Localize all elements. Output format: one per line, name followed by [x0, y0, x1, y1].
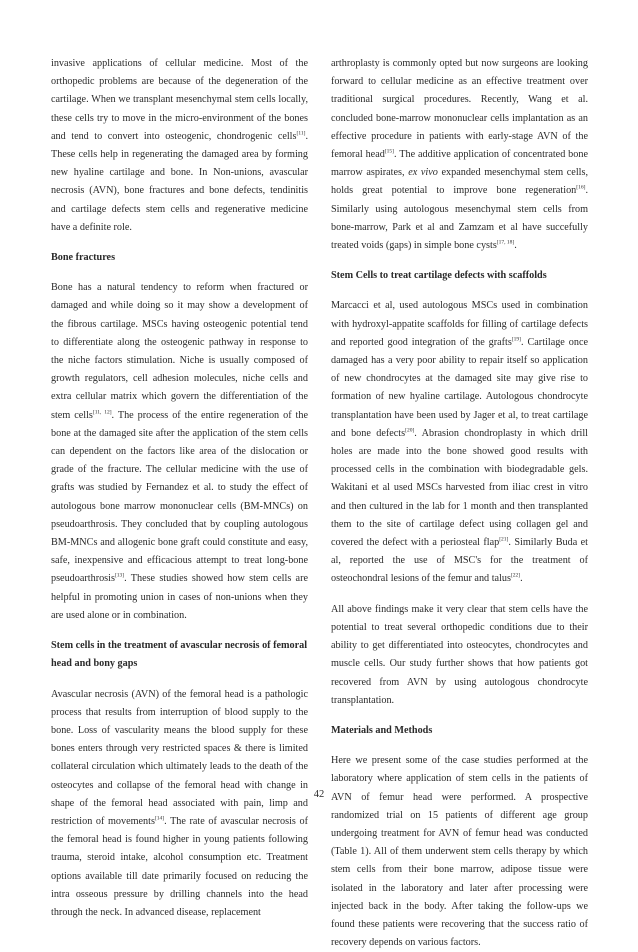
right-paragraph-arthroplasty: arthroplasty is commonly opted but now surgeons are looking forward to cellular medicine as an effective treatment over traditional surgical procedures. Recently, Wang et al. concluded bone-marrow mononuclear cells implantation as an effective procedure in patients with early-stage AVN of the femoral head[15]. The additive application of concentrated bone marrow aspirates, ex vivo expanded mesenchymal stem cells, holds great potential to improve bone regeneration[16]. Similarly using autologous mesenchymal stem cells from bone-marrow, Park et al and Zamzam et al have succefully treated voids (gaps) in simple bone cysts[17, 18].	[331, 58, 588, 252]
citation: [13]	[114, 573, 125, 580]
right-paragraph-methods: Here we present some of the case studies performed at the laboratory where application of stem cells in the patients of AVN of femur head were performed. A prospective randomized trial on 15 patients of different age group undergoing treatment for AVN of femur head was conducted (Table 1). All of them underwent stem cells therapy by which stem cells from their bone marrow, adipose tissue were isolated in the laboratory and later after processing were injected back in the body. After taking the follow-ups we found these patients were recovering that the success ratio of recovery depends on various factors.	[331, 755, 588, 949]
section-heading-materials-methods: Materials and Methods	[331, 724, 433, 736]
section-heading-bone-fractures: Bone fractures	[51, 252, 116, 264]
citation: [20]	[405, 427, 415, 434]
citation: [14]	[154, 815, 165, 822]
page-number: 42	[313, 789, 325, 800]
left-paragraph-avascular-necrosis: Avascular necrosis (AVN) of the femoral head is a pathologic process that results from interruption of blood supply to the bone. Loss of vascularity means the blood supply for these bones enters through very restricted spaces & there is limited collateral circulation which ultimately leads to the death of the osteocytes and collapse of the femoral head with change in shape of the femoral head associated with pain, limp and restriction of movements[14]. The rate of avascular necrosis of the femoral head is found higher in young patients following trauma, steroid intake, alcohol consumption etc. Treatment options available till date primarily focused on reducing the intra osseous pressure by drilling channels into the head through the neck. In advanced disease, replacement	[51, 688, 308, 918]
left-paragraph-bone-fractures: Bone has a natural tendency to reform when fractured or damaged and while doing so it may show a development of the fibrous cartilage. MSCs having osteogenic potential tend to differentiate along the osteogenic pathway in response to the niche factors stimulation. Niche is usually composed of growth regulators, cell adhesion molecules, niche cells and extra cellular matrix which govern the differentiation of the stem cells[11, 12]. The process of the entire regeneration of the bone at the damaged site after the application of the stem cells can dependent on the factors like area of the dislocation or grade of the fracture. The cellular medicine with the use of grafts was studied by Fernandez et al. to study the effect of autologous bone marrow mononuclear cells (BM-MNCs) on pseudoarthrosis. They concluded that by coupling autologous BM-MNCs and allogenic bone graft could constitute and easy, safe, inexpensive and efficacious attempt to treat long-bone pseudoarthrosis[13]. These studies showed how stem cells are helpful in promoting union in cases of non-unions when they are used alone or in combination.	[51, 282, 308, 621]
citation: [11]	[296, 130, 306, 137]
left-paragraph-intro: invasive applications of cellular medicine. Most of the orthopedic problems are because of the degeneration of the cartilage. When we transplant mesenchymal stem cells locally, these cells try to move in the micro-environment of the bones and tend to convert into osteogenic, chondrogenic cells[11]. These cells help in regenerating the damaged area by forming new hyaline cartilage and bone. In Non-unions, avascular necrosis (AVN), bone fractures and bone defects, tendinitis and cartilage defects stem cells and regenerative medicine have a definite role.	[51, 58, 308, 233]
right-column	[331, 55, 588, 952]
section-heading-cartilage-scaffolds: Stem Cells to treat cartilage defects with scaffolds	[331, 270, 547, 282]
citation: [22]	[510, 573, 521, 580]
citation: [11, 12]	[92, 409, 112, 416]
citation: [15]	[384, 148, 394, 155]
section-heading-avascular-necrosis: Stem cells in the treatment of avascular necrosis of femoral head and bony gaps	[51, 640, 308, 670]
citation: [21]	[499, 536, 509, 543]
citation: [19]	[511, 336, 522, 343]
citation: [16]	[576, 185, 586, 192]
citation: [17, 18]	[496, 239, 515, 246]
right-paragraph-findings: All above findings make it very clear that stem cells have the potential to treat several orthopedic conditions due to their ability to get differentiated into osteocytes, chondrocytes and muscle cells. Our study further shows that how patients got recovered from AVN by using autologous chondrocyte transplantation.	[331, 603, 588, 706]
right-paragraph-cartilage: Marcacci et al, used autologous MSCs used in combination with hydroxyl-appatite scaffolds for filling of cartilage defects and reported good integration of the grafts[19]. Cartilage once damaged has a very poor ability to repair itself so application of new chondrocytes at the damaged site may give rise to formation of new hyaline cartilage. Autologous chondrocyte transplantation have been used by Jager et al, to treat cartilage and bone defects[20]. Abrasion chondroplasty in which drill holes are made into the bone showed good results with processed cells in the combination with biodegradable gels. Wakitani et al used MSCs harvested from iliac crest in vitro and then cultured in the lab for 1 month and then transplanted them to the site of cartilage defect using collagen gel and covered the defect with a periosteal flap[21]. Similarly Buda et al, reported the use of MSC's for the treatment of osteochondral lesions of the femur and talus[22].	[331, 300, 588, 585]
